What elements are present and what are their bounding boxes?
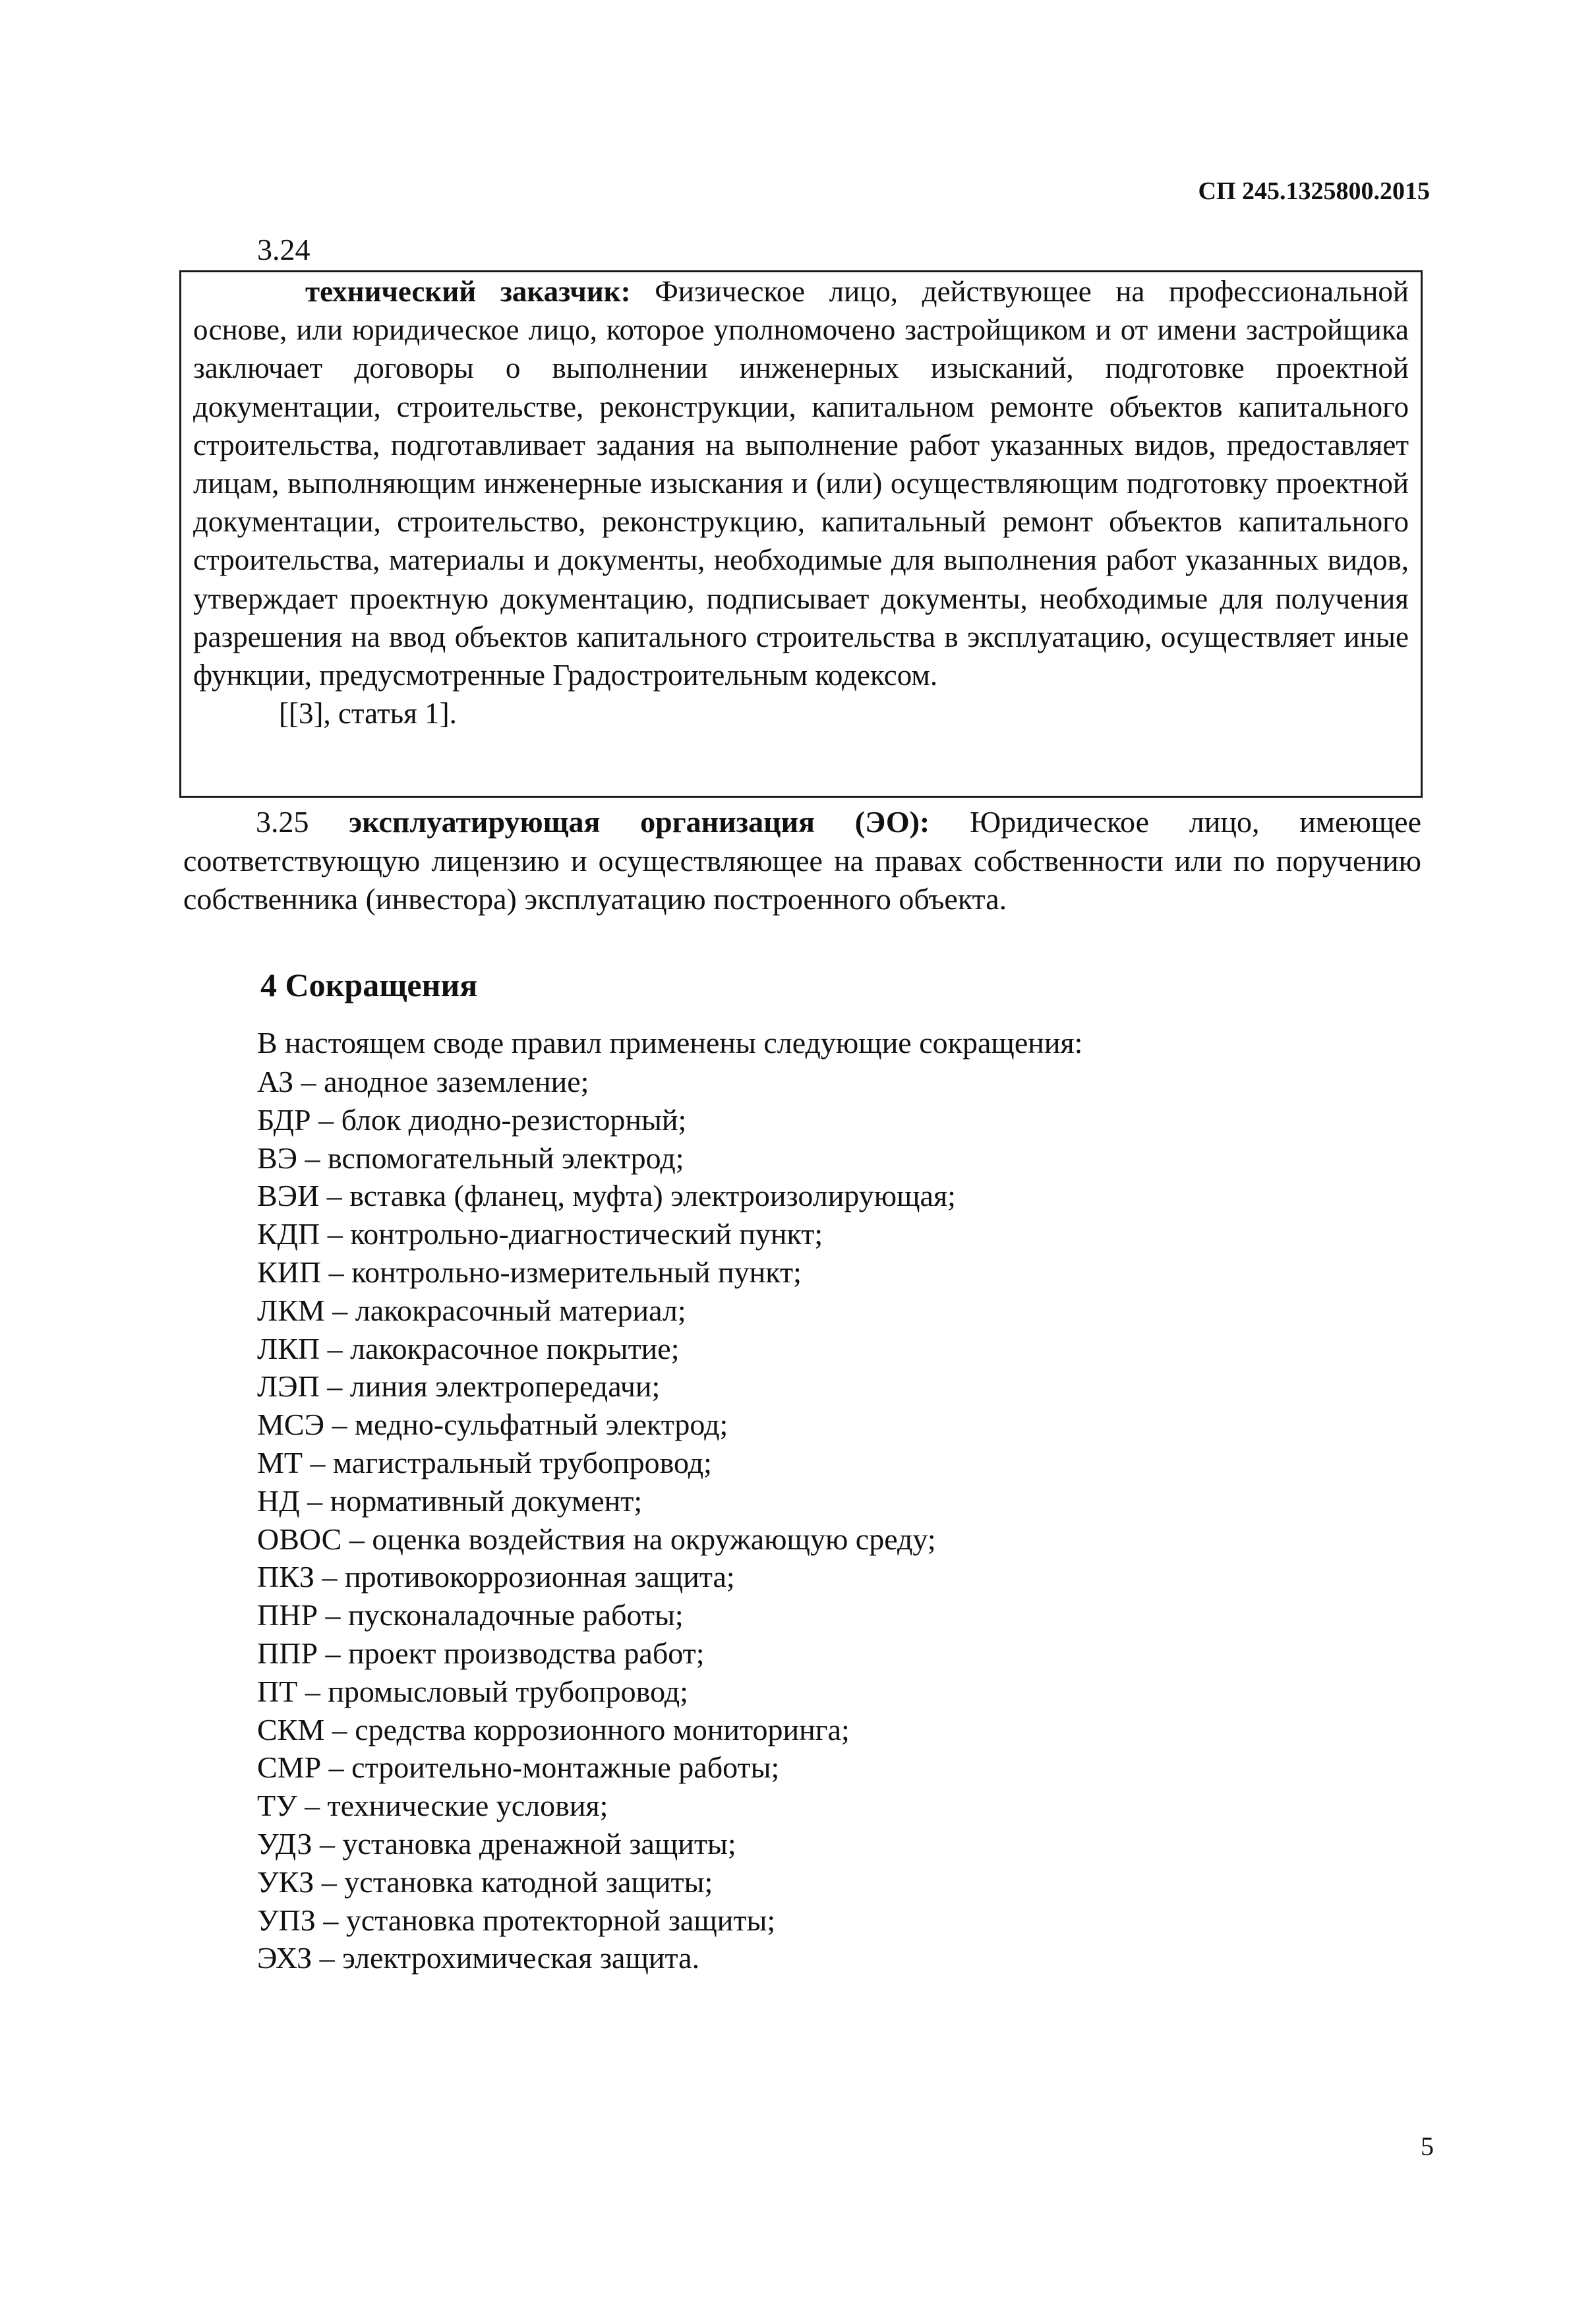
abbreviations-intro: В настоящем своде правил применены следующие сокращения: xyxy=(257,1026,1083,1059)
term-technical-customer: технический заказчик: xyxy=(305,275,631,308)
clause-number-3-24: 3.24 xyxy=(257,233,310,266)
list-item: АЗ – анодное заземление; xyxy=(257,1065,589,1098)
definition-body-3-25: Юридическое лицо, имеющее соответствующую лицензию и осуществляющее на правах собственности или по поручению собственника (инвестора) эксплуатацию построенного объекта. xyxy=(183,805,1421,916)
list-item: КИП – контрольно-измерительный пункт; xyxy=(257,1255,802,1289)
list-item: УДЗ – установка дренажной защиты; xyxy=(257,1826,736,1861)
list-item: СМР – строительно-монтажные работы; xyxy=(257,1750,780,1785)
list-item: УПЗ – установка протекторной защиты; xyxy=(257,1903,776,1937)
list-item: МСЭ – медно-сульфатный электрод; xyxy=(257,1408,728,1442)
list-item: ПНР – пусконаладочные работы; xyxy=(257,1598,684,1632)
list-item: КДП – контрольно-диагностический пункт; xyxy=(257,1217,823,1251)
list-item: ЛКП – лакокрасочное покрытие; xyxy=(257,1331,680,1365)
list-item: МТ – магистральный трубопровод; xyxy=(257,1445,712,1479)
list-item: ЛЭП – линия электропередачи; xyxy=(257,1369,661,1404)
abbreviations-list xyxy=(257,1063,956,1977)
section-title-abbreviations: 4 Сокращения xyxy=(260,967,478,1003)
list-item: ПКЗ – противокоррозионная защита; xyxy=(257,1560,735,1594)
list-item: ТУ – технические условия; xyxy=(257,1789,608,1823)
list-item: ОВОС – оценка воздействия на окружающую среду; xyxy=(257,1522,936,1556)
list-item: ППР – проект производства работ; xyxy=(257,1636,705,1670)
list-item: ЛКМ – лакокрасочный материал; xyxy=(257,1293,686,1327)
list-item: ВЭИ – вставка (фланец, муфта) электроизолирующая; xyxy=(257,1179,956,1213)
list-item: СКМ – средства коррозионного мониторинга; xyxy=(257,1712,850,1746)
definition-text-3-24 xyxy=(193,272,1409,694)
list-item: ВЭ – вспомогательный электрод; xyxy=(257,1141,684,1175)
list-item: НД – нормативный документ; xyxy=(257,1483,643,1518)
definition-box-technical-customer xyxy=(179,270,1423,798)
list-item: ЭХЗ – электрохимическая защита. xyxy=(257,1941,700,1975)
list-item: БДР – блок диодно-резисторный; xyxy=(257,1102,687,1137)
clause-3-25 xyxy=(183,803,1421,919)
document-code: СП 245.1325800.2015 xyxy=(1198,177,1430,205)
list-item: УКЗ – установка катодной защиты; xyxy=(257,1864,713,1899)
clause-number-3-25: 3.25 xyxy=(256,805,309,839)
list-item: ПТ – промысловый трубопровод; xyxy=(257,1674,688,1708)
definition-body-3-24: Физическое лицо, действующее на профессиональной основе, или юридическое лицо, которое уполномочено застройщиком и от имени застройщика заключает договоры о выполнении инженерных изысканий, подготовке проектной документации, строительстве, реконструкции, капитальном ремонте объектов капитального строительства, подготавливает задания на выполнение работ указанных видов, предоставляет лицам, выполняющим инженерные изыскания и (или) осуществляющим подготовку проектной документации, строительство, реконструкцию, капитальный ремонт объектов капитального строительства, материалы и документы, необходимые для выполнения работ указанных видов, утверждает проектную документацию, подписывает документы, необходимые для получения разрешения на ввод объектов капитального строительства в эксплуатацию, осуществляет иные функции, предусмотренные Градостроительным кодексом. xyxy=(193,275,1409,692)
term-operating-organization: эксплуатирующая организация (ЭО): xyxy=(349,805,930,839)
definition-reference-3-24: [[3], статья 1]. xyxy=(279,697,457,731)
page-number: 5 xyxy=(1421,2132,1434,2161)
